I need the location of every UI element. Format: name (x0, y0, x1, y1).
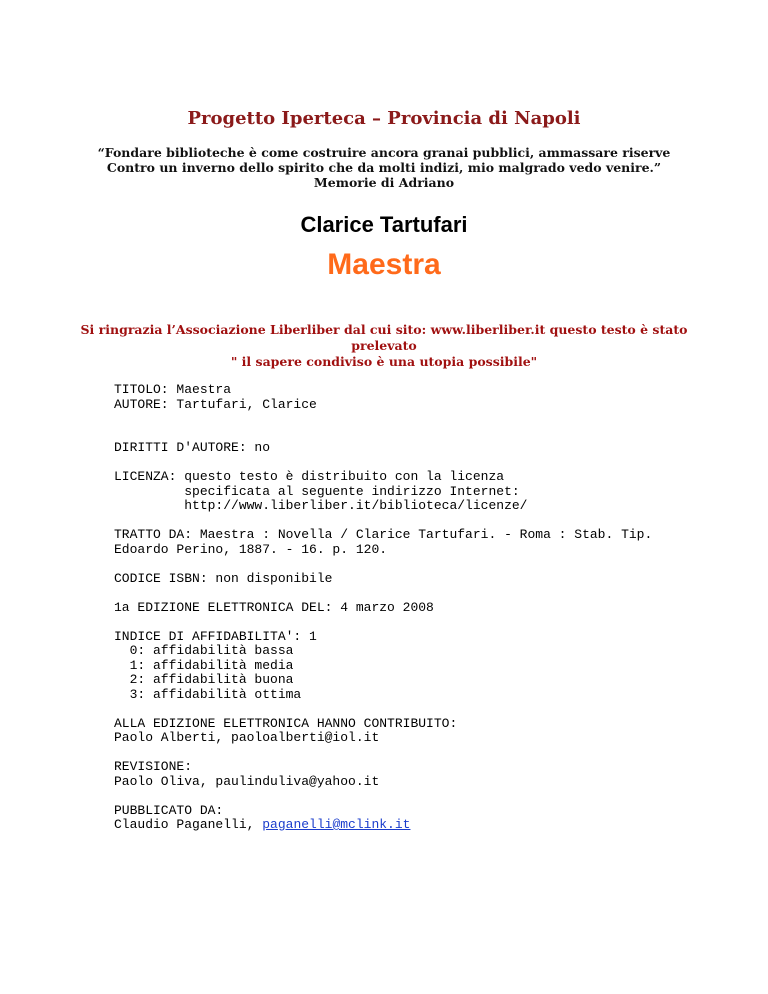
meta-reliability-3: 3: affidabilità ottima (114, 686, 302, 702)
meta-reliability-0: 0: affidabilità bassa (114, 643, 294, 658)
meta-source-2: Edoardo Perino, 1887. - 16. p. 120. (114, 541, 388, 557)
epigraph-source: Memorie di Adriano (313, 175, 455, 190)
acknowledgement-motto: " il sapere condiviso è una utopia possibile" (230, 354, 538, 369)
meta-contributors: Paolo Alberti, paoloalberti@iol.it (114, 730, 380, 745)
meta-license-3: http://www.liberliber.it/biblioteca/licenze/ (114, 498, 528, 513)
epigraph-line-2: Contro un inverno dello spirito che da molti indizi, mio malgrado vedo venire.” (106, 160, 662, 175)
meta-isbn: CODICE ISBN: non disponibile (114, 570, 333, 586)
epigraph-line-1: “Fondare biblioteche è come costruire ancora granai pubblici, ammassare riserve (97, 145, 671, 160)
meta-reliability: INDICE DI AFFIDABILITA': 1 (114, 628, 317, 644)
meta-license-1: LICENZA: questo testo è distribuito con la licenza (114, 469, 505, 484)
meta-publisher-label: PUBBLICATO DA: (114, 802, 224, 818)
meta-publisher-name: Claudio Paganelli, (114, 817, 263, 832)
meta-license-2: specificata al seguente indirizzo Internet: (114, 483, 520, 499)
meta-revision: Paolo Oliva, paulinduliva@yahoo.it (114, 773, 380, 789)
meta-revision-label: REVISIONE: (114, 759, 193, 774)
meta-rights: DIRITTI D'AUTORE: no (114, 440, 271, 455)
metadata-block (114, 383, 734, 833)
meta-edition: 1a EDIZIONE ELETTRONICA DEL: 4 marzo 2008 (114, 599, 434, 615)
meta-title: TITOLO: Maestra (114, 382, 232, 397)
meta-source-1: TRATTO DA: Maestra : Novella / Clarice Tartufari. - Roma : Stab. Tip. (114, 527, 653, 542)
meta-publisher (114, 818, 734, 833)
meta-reliability-1: 1: affidabilità media (114, 657, 294, 673)
epigraph (0, 145, 768, 190)
meta-reliability-2: 2: affidabilità buona (114, 672, 294, 687)
book-author: Clarice Tartufari (300, 212, 468, 237)
acknowledgement-line-2: prelevato (351, 338, 417, 353)
meta-contributors-label: ALLA EDIZIONE ELETTRONICA HANNO CONTRIBUITO: (114, 715, 458, 731)
publisher-email-link[interactable]: paganelli@mclink.it (262, 817, 411, 832)
acknowledgement-line-1: Si ringrazia l’Associazione Liberliber dal cui sito: www.liberliber.it questo testo è stato (80, 322, 688, 337)
meta-author: AUTORE: Tartufari, Clarice (114, 396, 317, 412)
acknowledgement (0, 322, 768, 370)
book-title: Maestra (327, 248, 441, 281)
project-title: Progetto Iperteca – Provincia di Napoli (187, 108, 581, 129)
